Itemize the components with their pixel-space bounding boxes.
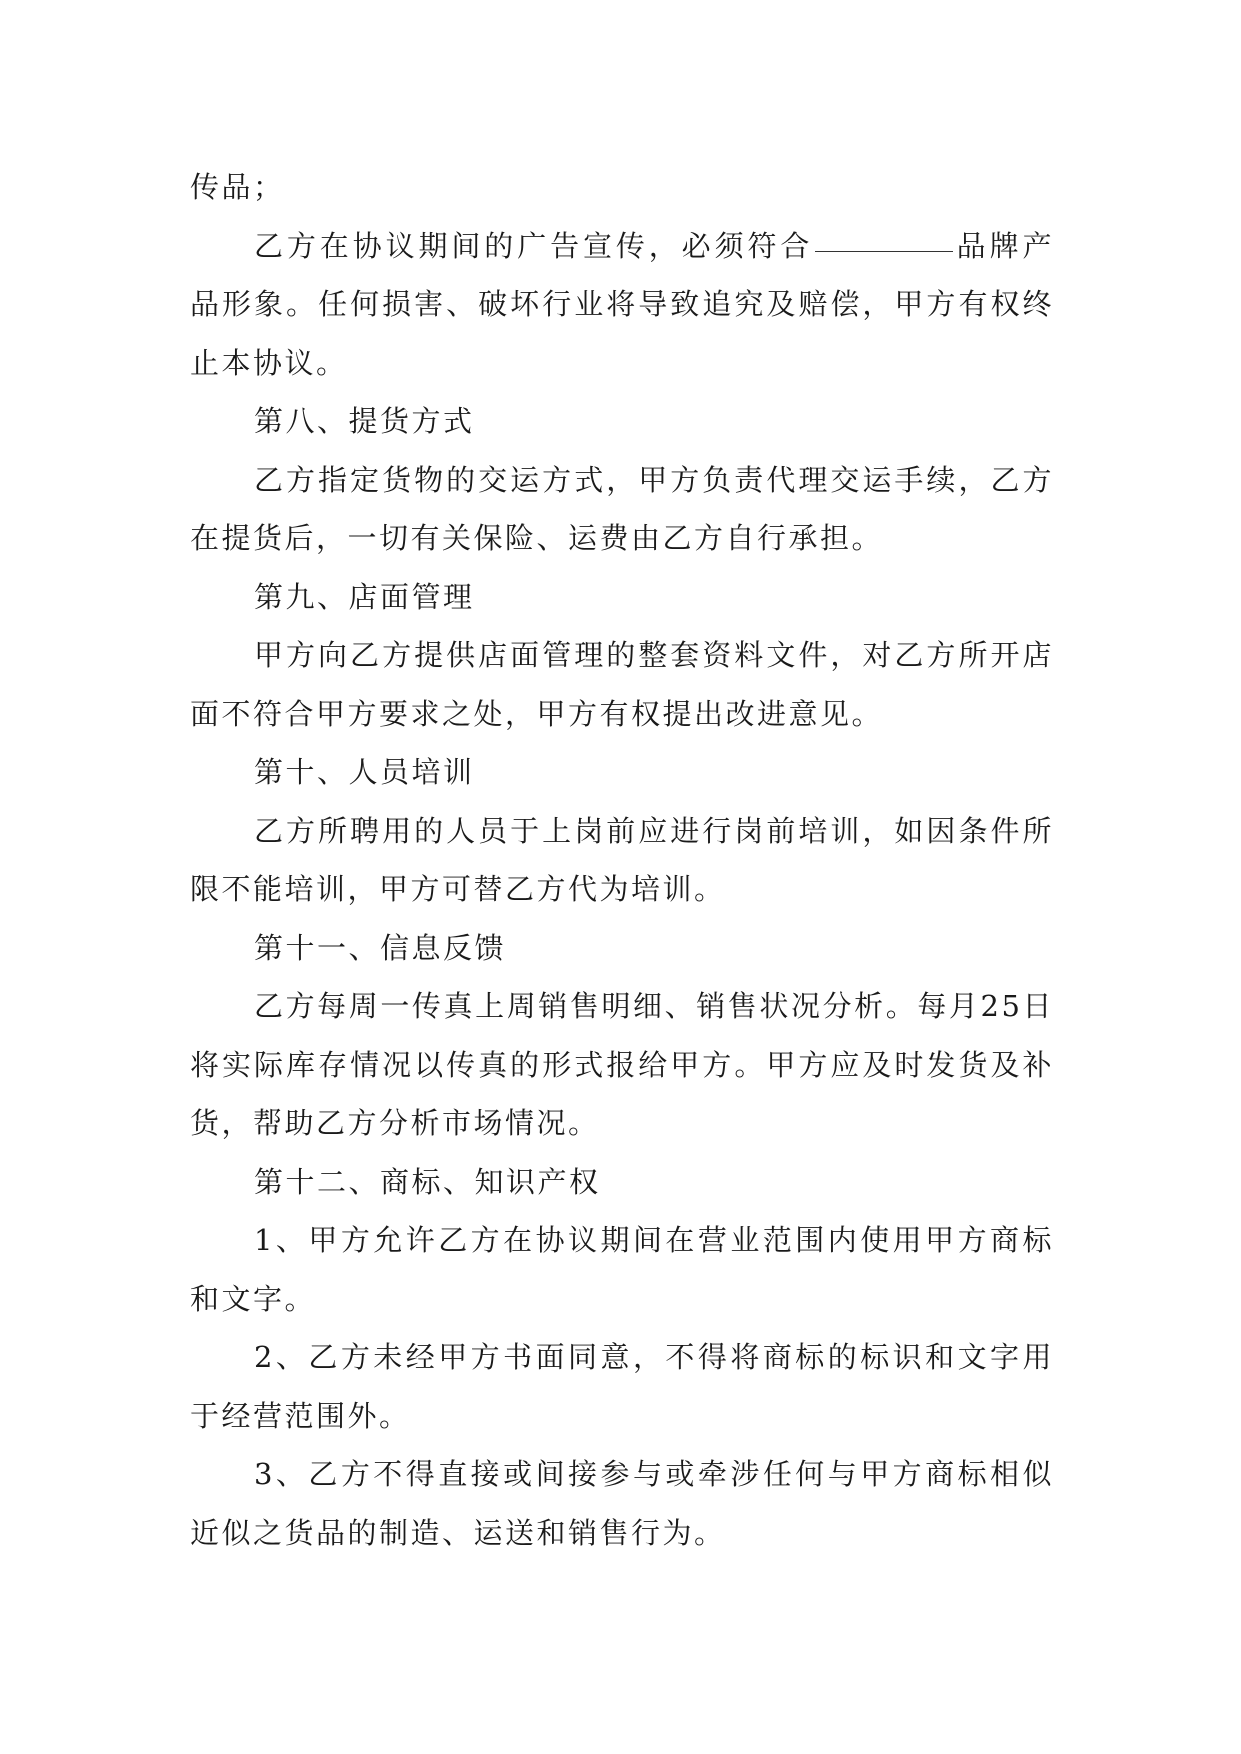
brand-name-blank — [815, 250, 953, 252]
section-heading-11: 第十一、信息反馈 — [254, 930, 507, 965]
section-text-9: 甲方向乙方提供店面管理的整套资料文件，对乙方所开店面不符合甲方要求之处，甲方有权提出改进意见。 — [190, 638, 1054, 731]
section-heading-12: 第十二、商标、知识产权 — [254, 1164, 601, 1199]
document-body — [190, 158, 1054, 1562]
section-text-12-item-1: 1、甲方允许乙方在协议期间在营业范围内使用甲方商标和文字。 — [190, 1223, 1054, 1316]
advertising-text-start: 乙方在协议期间的广告宣传，必须符合 — [254, 228, 814, 263]
section-text-12-item-3: 3、乙方不得直接或间接参与或牵涉任何与甲方商标相似近似之货品的制造、运送和销售行为。 — [190, 1457, 1054, 1550]
paragraph-continuation: 传品； — [190, 170, 285, 204]
advertising-text-end: 品牌产品形象。任何损害、破坏行业将导致追究及赔偿，甲方有权终止本协议。 — [190, 228, 1054, 380]
section-heading-10: 第十、人员培训 — [254, 755, 475, 789]
section-heading-8: 第八、提货方式 — [254, 404, 475, 438]
paragraph-advertising — [190, 217, 1054, 393]
section-text-10: 乙方所聘用的人员于上岗前应进行岗前培训，如因条件所限不能培训，甲方可替乙方代为培训。 — [190, 813, 1054, 906]
section-text-8: 乙方指定货物的交运方式，甲方负责代理交运手续，乙方在提货后，一切有关保险、运费由乙方自行承担。 — [190, 462, 1054, 555]
section-heading-9: 第九、店面管理 — [254, 579, 475, 614]
section-text-11: 乙方每周一传真上周销售明细、销售状况分析。每月25日将实际库存情况以传真的形式报给甲方。甲方应及时发货及补货，帮助乙方分析市场情况。 — [190, 989, 1054, 1140]
section-text-12-item-2: 2、乙方未经甲方书面同意，不得将商标的标识和文字用于经营范围外。 — [190, 1340, 1054, 1433]
